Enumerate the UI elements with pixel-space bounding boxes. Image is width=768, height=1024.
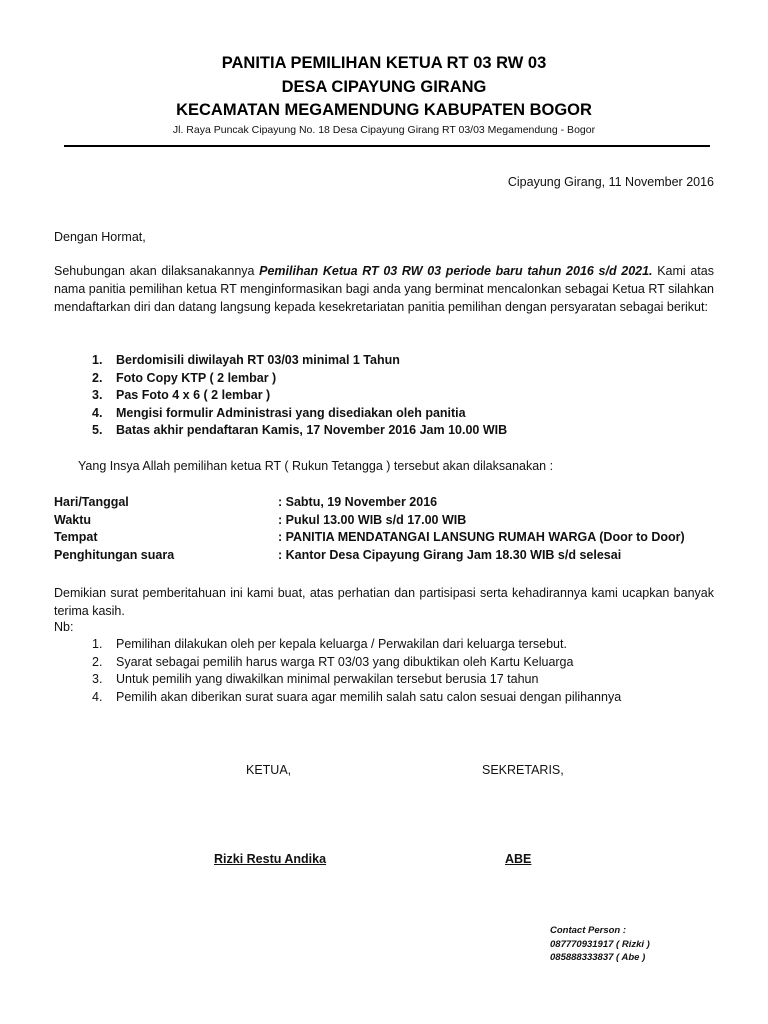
list-text: Foto Copy KTP ( 2 lembar ) — [116, 370, 277, 385]
list-text: Syarat sebagai pemilih harus warga RT 03/03 yang dibuktikan oleh Kartu Keluarga — [116, 654, 574, 669]
list-item — [92, 352, 692, 370]
schedule-row — [54, 512, 714, 530]
schedule-row — [54, 547, 714, 565]
contact-block — [550, 924, 650, 965]
list-number: 2. — [92, 654, 103, 669]
list-number: 1. — [92, 637, 103, 651]
sekretaris-name: ABE — [505, 852, 532, 866]
list-text: Pemilihan dilakukan oleh per kepala keluarga / Perwakilan dari keluarga tersebut. — [116, 637, 567, 651]
list-item — [92, 387, 692, 405]
schedule-value: : Pukul 13.00 WIB s/d 17.00 WIB — [278, 512, 467, 527]
notes-list — [92, 636, 712, 706]
schedule-row — [54, 494, 714, 512]
header-divider — [64, 145, 710, 147]
greeting: Dengan Hormat, — [54, 230, 146, 244]
list-number: 3. — [92, 388, 103, 402]
header-committee: PANITIA PEMILIHAN KETUA RT 03 RW 03 — [221, 54, 547, 72]
list-number: 4. — [92, 405, 103, 420]
contact-label: Contact Person : — [550, 925, 627, 936]
requirements-list — [92, 352, 692, 440]
list-item — [92, 671, 712, 689]
list-item — [92, 636, 712, 654]
header-village: DESA CIPAYUNG GIRANG — [281, 78, 487, 96]
list-number: 3. — [92, 672, 103, 686]
list-number: 1. — [92, 353, 103, 367]
opening-paragraph — [54, 262, 714, 316]
schedule-label: Waktu — [54, 512, 92, 527]
header-district: KECAMATAN MEGAMENDUNG KABUPATEN BOGOR — [176, 101, 592, 119]
list-number: 4. — [92, 689, 103, 704]
sekretaris-title: SEKRETARIS, — [482, 763, 564, 777]
list-number: 5. — [92, 423, 103, 437]
list-text: Berdomisili diwilayah RT 03/03 minimal 1 Tahun — [116, 353, 400, 367]
ketua-title: KETUA, — [246, 763, 292, 777]
schedule-label: Hari/Tanggal — [54, 495, 129, 509]
opening-emphasis: Pemilihan Ketua RT 03 RW 03 periode baru tahun 2016 s/d 2021. — [259, 264, 653, 278]
list-item — [92, 370, 692, 388]
list-item — [92, 405, 692, 423]
schedule-label: Tempat — [54, 530, 98, 544]
list-item — [92, 654, 712, 672]
closing-paragraph: Demikian surat pemberitahuan ini kami buat, atas perhatian dan partisipasi serta kehadirannya kami ucapkan banyak terima kasih. — [54, 586, 714, 618]
schedule-row — [54, 529, 714, 547]
list-text: Mengisi formulir Administrasi yang disediakan oleh panitia — [116, 405, 466, 420]
list-item — [92, 422, 692, 440]
list-text: Batas akhir pendaftaran Kamis, 17 November 2016 Jam 10.00 WIB — [116, 423, 508, 437]
schedule-label: Penghitungan suara — [54, 547, 175, 562]
list-number: 2. — [92, 370, 103, 385]
letter-date: Cipayung Girang, 11 November 2016 — [507, 175, 714, 189]
header-address: Jl. Raya Puncak Cipayung No. 18 Desa Cipayung Girang RT 03/03 Megamendung - Bogor — [172, 124, 596, 136]
schedule-intro: Yang Insya Allah pemilihan ketua RT ( Rukun Tetangga ) tersebut akan dilaksanakan : — [78, 459, 554, 473]
notes-label: Nb: — [54, 620, 74, 634]
opening-rest: Kami atas nama panitia pemilihan ketua RT menginformasikan bagi anda yang berminat mencalonkan sebagai Ketua RT silahkan mendaftarkan diri dan datang langsung kepada kesekretariatan panitia pemilihan dengan persyaratan sebagai berikut: — [54, 264, 714, 314]
schedule-value: : Sabtu, 19 November 2016 — [278, 495, 438, 509]
list-item — [92, 689, 712, 707]
list-text: Pas Foto 4 x 6 ( 2 lembar ) — [116, 388, 271, 402]
list-text: Pemilih akan diberikan surat suara agar memilih salah satu calon sesuai dengan pilihannya — [116, 689, 622, 704]
schedule-table — [54, 494, 714, 564]
ketua-name: Rizki Restu Andika — [214, 852, 327, 866]
schedule-value: : Kantor Desa Cipayung Girang Jam 18.30 WIB s/d selesai — [278, 547, 622, 562]
contact-phone-abe: 085888333837 ( Abe ) — [550, 952, 646, 963]
schedule-value: : PANITIA MENDATANGAI LANSUNG RUMAH WARGA (Door to Door) — [278, 530, 685, 544]
list-text: Untuk pemilih yang diwakilkan minimal perwakilan tersebut berusia 17 tahun — [116, 672, 539, 686]
opening-lead: Sehubungan akan dilaksanakannya — [54, 264, 260, 278]
contact-phone-rizki: 087770931917 ( Rizki ) — [550, 938, 650, 950]
